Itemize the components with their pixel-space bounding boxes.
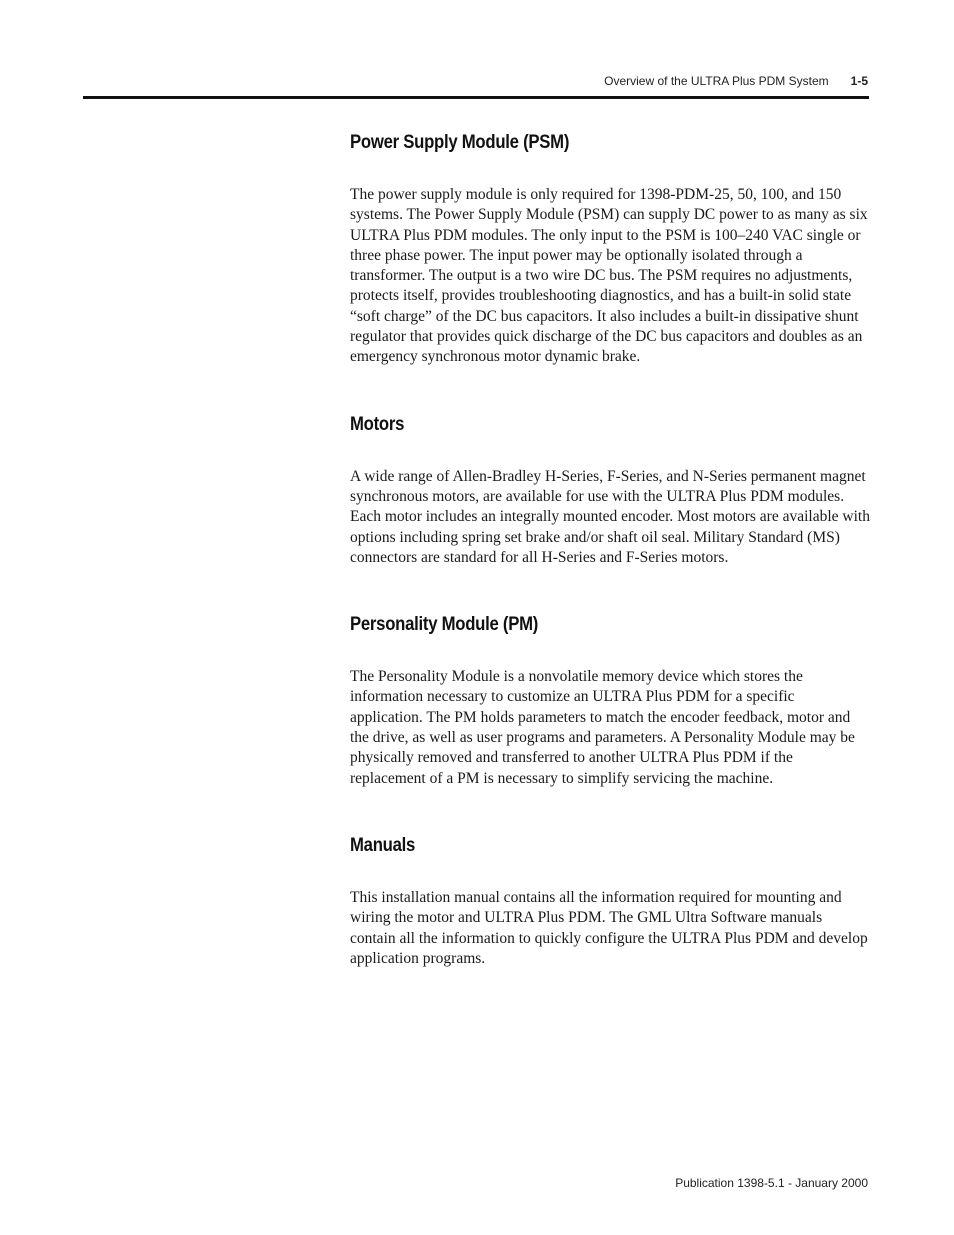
section-heading: Motors (350, 413, 405, 435)
section-motors (350, 414, 870, 568)
section-heading: Power Supply Module (PSM) (350, 132, 570, 153)
section-power-supply-module (350, 132, 870, 368)
page-number: 1-5 (850, 74, 868, 88)
header-rule (83, 96, 869, 99)
running-header (604, 74, 868, 88)
publication-footer: Publication 1398-5.1 - January 2000 (675, 1176, 868, 1190)
section-personality-module (350, 614, 870, 789)
running-title: Overview of the ULTRA Plus PDM System (604, 74, 829, 88)
section-body: The power supply module is only required for 1398-PDM-25, 50, 100, and 150 systems. The Power Supply Module (PSM) can supply DC power to as many as six ULTRA Plus PDM modules. The only input to the PSM is 100–240 VAC single or three phase power. The input power may be optionally isolated through a transformer. The output is a two wire DC bus. The PSM requires no adjustments, protects itself, provides troubleshooting diagnostics, and has a built-in solid state “soft charge” of the DC bus capacitors. It also includes a built-in dissipative shunt regulator that provides quick discharge of the DC bus capacitors and doubles as an emergency synchronous motor dynamic brake. (350, 186, 868, 366)
section-heading: Manuals (350, 834, 416, 856)
main-content (350, 132, 870, 1015)
section-body: The Personality Module is a nonvolatile memory device which stores the information necessary to customize an ULTRA Plus PDM for a specific application. The PM holds parameters to match the encoder feedback, motor and the drive, as well as user programs and parameters. A Personality Module may be physically removed and transferred to another ULTRA Plus PDM if the replacement of a PM is necessary to simplify servicing the machine. (350, 668, 855, 787)
section-manuals (350, 835, 870, 969)
section-body: This installation manual contains all the information required for mounting and wiring the motor and ULTRA Plus PDM. The GML Ultra Software manuals contain all the information to quickly configure the ULTRA Plus PDM and develop application programs. (350, 888, 868, 967)
section-body: A wide range of Allen-Bradley H-Series, F-Series, and N-Series permanent magnet synchronous motors, are available for use with the ULTRA Plus PDM modules. Each motor includes an integrally mounted encoder. Most motors are available with options including spring set brake and/or shaft oil seal. Military Standard (MS) connectors are standard for all H-Series and F-Series motors. (350, 467, 870, 566)
section-heading: Personality Module (PM) (350, 614, 539, 636)
